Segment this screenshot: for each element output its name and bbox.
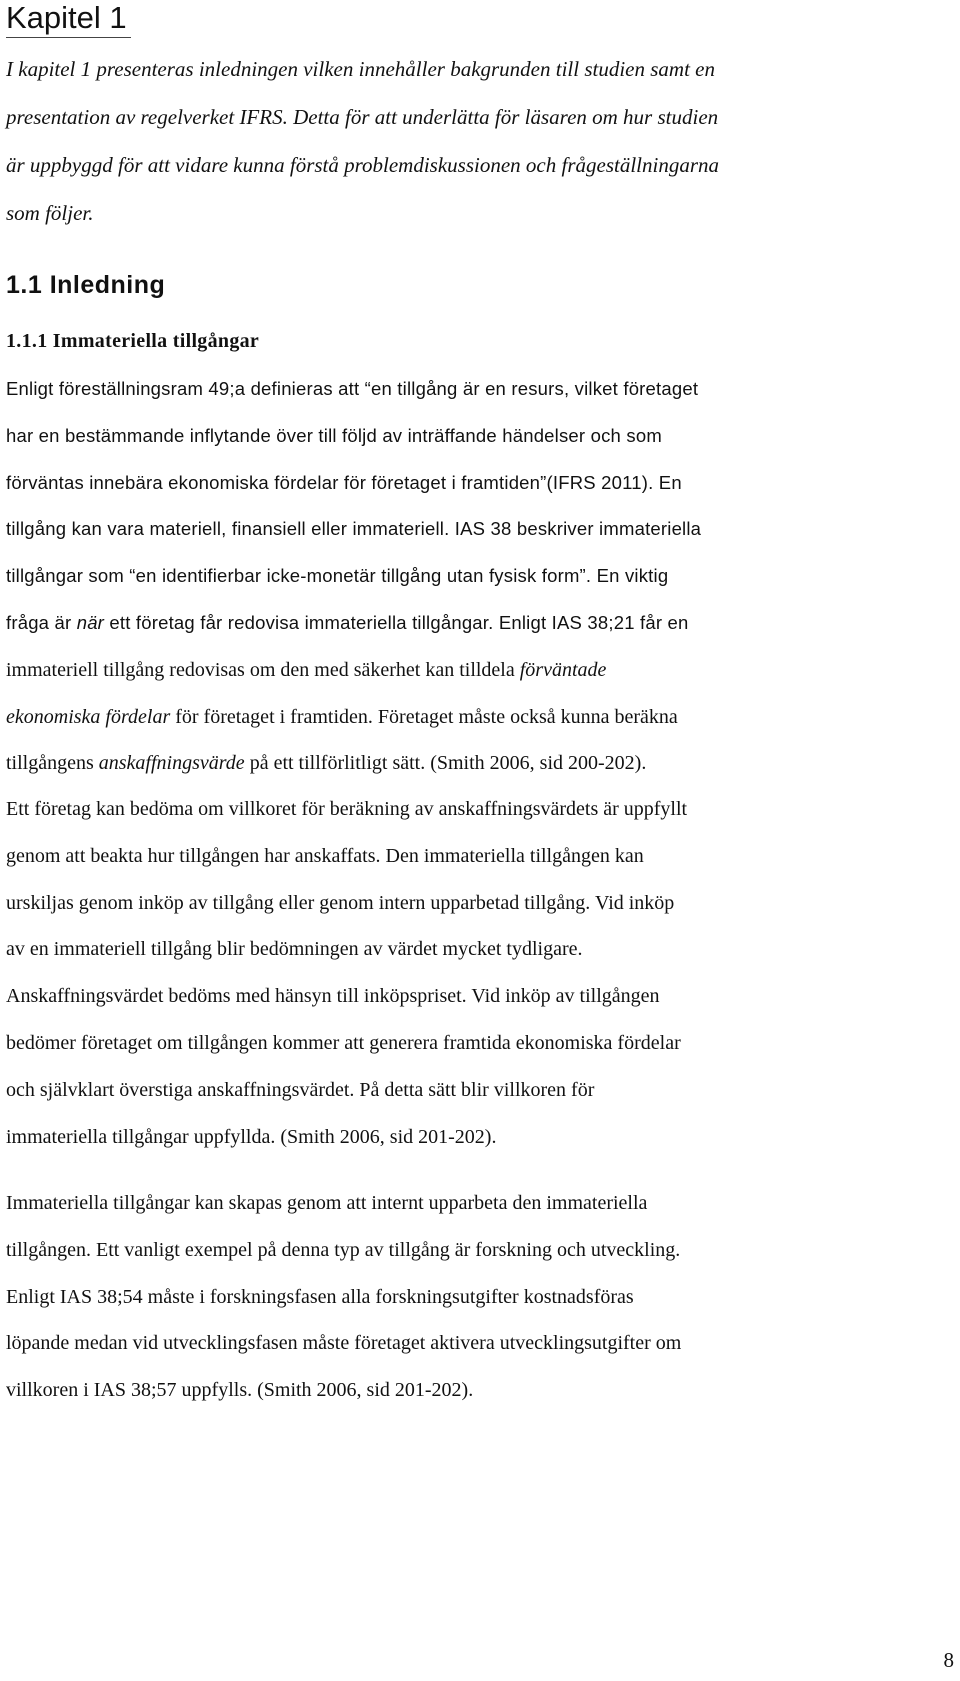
paragraph-line: immateriella tillgångar uppfyllda. (Smith 2006, sid 201-202). (6, 1125, 497, 1148)
chapter-title (6, 0, 131, 38)
paragraph-line: Enligt IAS 38;54 måste i forskningsfasen alla forskningsutgifter kostnadsföras (6, 1285, 634, 1308)
paragraph-line: tillgångar som “en identifierbar icke-monetär tillgång utan fysisk form”. En viktig (6, 565, 669, 587)
subsection-heading: 1.1.1 Immateriella tillgångar (6, 330, 260, 352)
paragraph-line: bedömer företaget om tillgången kommer att generera framtida ekonomiska fördelar (6, 1031, 681, 1054)
intro-line: är uppbyggd för att vidare kunna förstå problemdiskussionen och frågeställningarna (6, 153, 719, 177)
chapter-intro (6, 45, 956, 237)
paragraph-line (6, 600, 956, 647)
text-run: ett företag får redovisa immateriella tillgångar. Enligt IAS 38;21 får en (104, 611, 689, 633)
chapter-title-text: Kapitel 1 (6, 0, 127, 35)
paragraph-line: tillgången. Ett vanligt exempel på denna typ av tillgång är forskning och utveckling. (6, 1238, 681, 1261)
emphasis-text: förväntade (519, 658, 607, 681)
emphasis-text: anskaffningsvärde (98, 752, 245, 775)
paragraph-line: löpande medan vid utvecklingsfasen måste företaget aktivera utvecklingsutgifter om (6, 1332, 682, 1355)
text-run: på ett tillförlitligt sätt. (Smith 2006, sid 200-202). (244, 752, 647, 775)
paragraph-immateriella-tillgangar (6, 366, 956, 787)
paragraph-line: urskiljas genom inköp av tillgång eller genom intern upparbetad tillgång. Vid inköp (6, 891, 675, 914)
section-heading: 1.1 Inledning (6, 271, 166, 299)
paragraph-line: förväntas innebära ekonomiska fördelar för företaget i framtiden”(IFRS 2011). En (6, 471, 682, 493)
page-number: 8 (943, 1648, 954, 1672)
paragraph-line: har en bestämmande inflytande över till följd av inträffande händelser och som (6, 424, 662, 446)
paragraph-line (6, 647, 956, 694)
paragraph-anskaffningsvarde (6, 786, 956, 1160)
paragraph-line: av en immateriell tillgång blir bedömningen av värdet mycket tydligare. (6, 938, 583, 961)
text-run: för företaget i framtiden. Företaget måste också kunna beräkna (170, 705, 678, 728)
paragraph-line: villkoren i IAS 38;57 uppfylls. (Smith 2006, sid 201-202). (6, 1379, 474, 1402)
text-run: tillgångens (6, 752, 99, 775)
emphasis-text: när (76, 611, 105, 633)
paragraph-line: Anskaffningsvärdet bedöms med hänsyn till inköpspriset. Vid inköp av tillgången (6, 985, 660, 1008)
paragraph-internt-upparbetade (6, 1180, 956, 1414)
intro-line: I kapitel 1 presenteras inledningen vilken innehåller bakgrunden till studien samt en (6, 57, 715, 81)
emphasis-text: ekonomiska fördelar (6, 705, 171, 728)
paragraph-line: Ett företag kan bedöma om villkoret för beräkning av anskaffningsvärdets är uppfyllt (6, 798, 688, 820)
paragraph-line: och självklart överstiga anskaffningsvärdet. På detta sätt blir villkoren för (6, 1078, 595, 1101)
paragraph-line (6, 740, 956, 787)
paragraph-line: Enligt föreställningsram 49;a definieras att “en tillgång är en resurs, vilket företaget (6, 378, 699, 399)
intro-line: som följer. (6, 201, 94, 225)
paragraph-line: genom att beakta hur tillgången har anskaffats. Den immateriella tillgången kan (6, 844, 644, 867)
paragraph-line: tillgång kan vara materiell, finansiell eller immateriell. IAS 38 beskriver immateriella (6, 518, 702, 540)
paragraph-line (6, 694, 956, 741)
paragraph-line: Immateriella tillgångar kan skapas genom att internt upparbeta den immateriella (6, 1192, 648, 1214)
text-run: immateriell tillgång redovisas om den med säkerhet kan tilldela (6, 658, 520, 681)
text-run: fråga är (6, 611, 77, 633)
intro-line: presentation av regelverket IFRS. Detta för att underlätta för läsaren om hur studien (6, 105, 719, 129)
